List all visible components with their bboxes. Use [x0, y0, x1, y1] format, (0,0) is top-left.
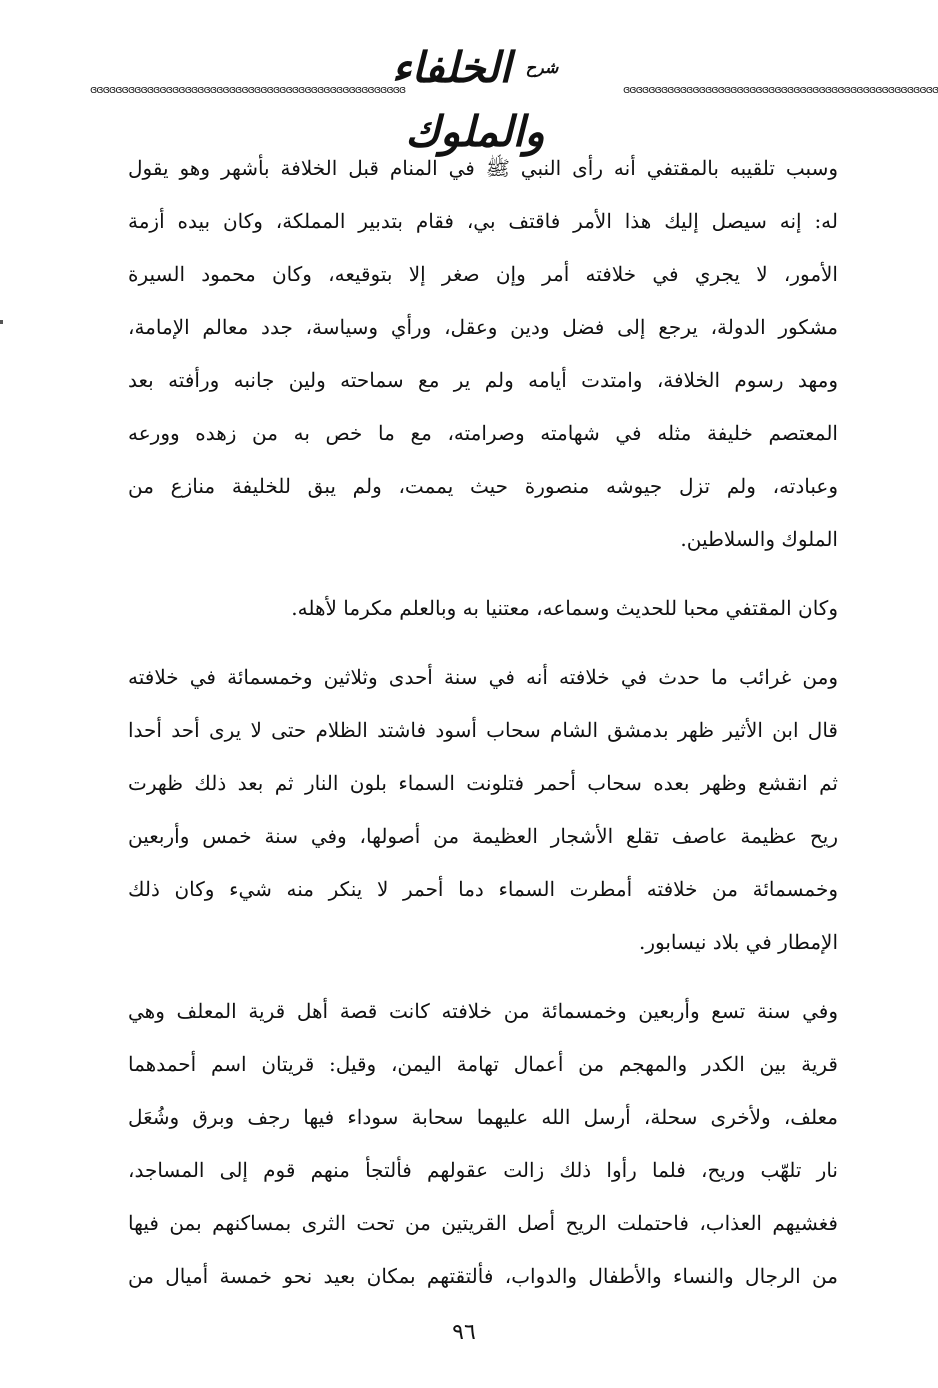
text-line: الإمطار في بلاد نيسابور. — [639, 930, 838, 954]
text-line: قال ابن الأثير ظهر بدمشق الشام سحاب أسود فاشتد الظلام حتى لا يرى أحد أحدا — [128, 718, 838, 742]
text-line: من الرجال والنساء والأطفال والدواب، فألتقتهم بمكان بعيد نحو خمسة أميال من — [128, 1264, 838, 1288]
text-line: نار تلهّب وريح، فلما رأوا ذلك زالت عقولهم فألتجأ منهم قوم إلى المساجد، — [128, 1158, 838, 1182]
text-line: المعتصم خليفة مثله في شهامته وصرامته، مع ما خص به من زهده وورعه — [128, 421, 838, 445]
text-line: معلف، ولأخرى سحلة، أرسل الله عليهما سحابة سوداء فيها رجف وبرق وشُعَل — [128, 1105, 838, 1129]
header-ornament-right: ɞɞɞɞɞɞɞɞɞɞɞɞɞɞɞɞɞɞɞɞɞɞɞɞɞɞɞɞɞɞɞɞɞɞɞɞɞɞɞɞɞɞɞɞɞɞɞɞɞɞ — [623, 83, 938, 96]
text-line: ومن غرائب ما حدث في خلافته أنه في سنة أحدى وثلاثين وخمسمائة في خلافته — [128, 665, 838, 689]
header-ornament-left: ɞɞɞɞɞɞɞɞɞɞɞɞɞɞɞɞɞɞɞɞɞɞɞɞɞɞɞɞɞɞɞɞɞɞɞɞɞɞɞɞɞɞɞɞɞɞɞɞɞɞ — [90, 83, 406, 96]
paragraph-2 — [128, 582, 838, 635]
header-title-text: الخلفاء والملوك — [391, 43, 545, 156]
page-number: ٩٦ — [452, 1320, 476, 1345]
text-line: قرية بين الكدر والمهجم من أعمال تهامة اليمن، وقيل: قريتان اسم أحمدهما — [128, 1052, 838, 1076]
paragraph-4 — [128, 985, 838, 1303]
running-header — [90, 30, 938, 156]
paragraph-3 — [128, 651, 838, 969]
text-line: وكان المقتفي محبا للحديث وسماعه، معتنيا به وبالعلم مكرما لأهله. — [291, 596, 838, 620]
scan-edge-mark — [0, 320, 3, 324]
text-line: وفي سنة تسع وأربعين وخمسمائة من خلافته كانت قصة أهل قرية المعلف وهي — [128, 999, 838, 1023]
text-line: مشكور الدولة، يرجع إلى فضل ودين وعقل، ورأي وسياسة، جدد معالم الإمامة، — [128, 315, 838, 339]
text-line: له: إنه سيصل إليك هذا الأمر فاقتف بي، فقام بتدبير المملكة، وكان بيده أزمة — [128, 209, 838, 233]
body-text — [128, 142, 838, 1303]
text-line: ريح عظيمة عاصف تقلع الأشجار العظيمة من أصولها، وفي سنة خمس وأربعين — [128, 824, 838, 848]
text-line: فغشيهم العذاب، فاحتملت الريح أصل القريتين من تحت الثرى بمساكنهم بمن فيها — [128, 1211, 838, 1235]
text-line: الأمور، لا يجري في خلافته أمر وإن صغر إلا بتوقيعه، وكان محمود السيرة — [128, 262, 838, 286]
text-line: ثم انقشع وظهر بعده سحاب أحمر فتلونت السماء بلون النار ثم بعد ذلك ظهرت — [128, 771, 838, 795]
text-line: الملوك والسلاطين. — [680, 527, 838, 551]
text-line: ومهد رسوم الخلافة، وامتدت أيامه ولم ير مع سماحته ولين جانبه ورأفته بعد — [128, 368, 838, 392]
text-line: وعبادته، ولم تزل جيوشه منصورة حيث يممت، ولم يبق للخليفة منازع من — [128, 474, 838, 498]
text-line: وسبب تلقيبه بالمقتفي أنه رأى النبي ﷺ في المنام قبل الخلافة بأشهر وهو يقول — [128, 156, 838, 180]
paragraph-1 — [128, 142, 838, 566]
text-line: وخمسمائة من خلافته أمطرت السماء دما أحمر لا ينكر منه شيء وكان ذلك — [128, 877, 838, 901]
header-title-prefix: شرح — [525, 58, 559, 77]
